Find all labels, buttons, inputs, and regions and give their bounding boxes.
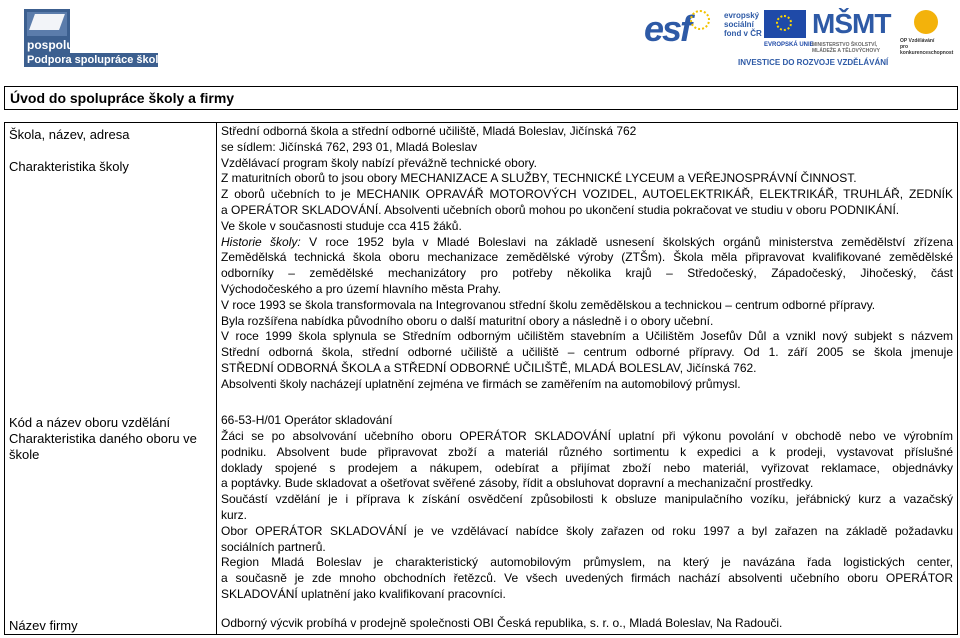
- field-line: a současně je zde mnoho obchodních řetězců. Ve všech uvedených firmách nachází absolventi učebního oboru OPERÁTOR: [221, 571, 953, 586]
- char-line: V roce 1999 škola splynula se Středním odborným učilištěm stavebním a Učilištěm Josefův Důl a vznikl nový subjekt s názvem: [221, 329, 953, 344]
- school-name: Střední odborná škola a střední odborné učiliště, Mladá Boleslav, Jičínská 762: [221, 124, 637, 138]
- char-line: Zemědělská technická škola oboru mechanizace zemědělské výroby (ZTŠm). Škola měla připravovat kvalifikované zemědělské: [221, 250, 953, 265]
- school-address: se sídlem: Jičínská 762, 293 01, Mladá Boleslav: [221, 139, 478, 154]
- header-logos: [0, 0, 960, 74]
- op-vk-logo: OP Vzdělávání pro konkurenceschopnost: [900, 10, 956, 54]
- char-line: a OPERÁTOR SKLADOVÁNÍ. Absolventi učebních oborů mohou po ukončení studia pokračovat ve studiu v oboru PODNIKÁNÍ.: [221, 202, 900, 217]
- company-value: Odborný výcvik probíhá v prodejně společnosti OBI Česká republika, s. r. o., Mladá Boleslav, Na Radouči.: [221, 616, 783, 630]
- char-line: Absolventi školy nacházejí uplatnění zejména ve firmách se zaměřením na automobilový průmysl.: [221, 376, 741, 391]
- label-column: [5, 122, 217, 635]
- history-line: Historie školy: V roce 1952 byla v Mladé Boleslavi na základě usnesení školských orgánů ministerstva zemědělství zřízena: [221, 234, 953, 249]
- label-school: Škola, název, adresa: [9, 127, 130, 142]
- field-line: SKLADOVÁNÍ uplatnění jako kvalifikovaní pracovníci.: [221, 586, 506, 601]
- label-code: Kód a název oboru vzdělání: [9, 415, 171, 430]
- eu-flag-icon: [764, 10, 806, 38]
- char-line: Střední odborná škola, střední odborné učiliště a učiliště – centrum odborné přípravy. Od 1. září 2005 se škola jmenuje: [221, 345, 953, 360]
- field-line: Žáci se po absolvování učebního oboru OPERÁTOR SKLADOVÁNÍ uplatní při výkonu povolání v obchodě nebo ve výrobním: [221, 429, 953, 443]
- label-field-characteristics: Charakteristika daného oboru ve škole: [9, 431, 197, 462]
- title-box: [4, 86, 958, 110]
- label-company: Název firmy: [9, 618, 78, 633]
- esf-logo: esf: [644, 8, 724, 56]
- char-line: V roce 1993 se škola transformovala na Integrovanou střední školu zemědělskou a technickou – centrum odborné přípravy.: [221, 297, 876, 312]
- field-line: doklady spojené s prodejem a nákupem, odebírat a přijímat zboží nebo materiál, vyřizovat reklamace, objednávky: [221, 460, 953, 475]
- document-title: Úvod do spolupráce školy a firmy: [10, 90, 235, 106]
- char-line: Z maturitních oborů to jsou obory MECHANIZACE A SLUŽBY, TECHNICKÉ LYCEUM a VEŘEJNOSPRÁVNÍ ČINNOST.: [221, 171, 857, 186]
- esf-caption: evropský sociální fond v ČR: [724, 11, 762, 38]
- document-table: [4, 86, 958, 636]
- field-line: sociálních partnerů.: [221, 539, 326, 554]
- code-value: 66-53-H/01 Operátor skladování: [221, 413, 393, 427]
- characteristics-text: [221, 124, 953, 393]
- field-line: Region Mladá Boleslav je charakteristický automobilovým průmyslem, na který je navázána řada logistických center,: [221, 555, 953, 570]
- pospolu-logo: [24, 9, 198, 66]
- char-line: Vzdělávací program školy nabízí převážně technické obory.: [221, 155, 537, 170]
- char-line: odborníky – zemědělské mechanizátory pro potřeby několika krajů – Středočeský, Západočeský, Jihočeský, část: [221, 266, 953, 281]
- field-line: a poptávky. Bude skladovat a ošetřovat svěřené zásoby, řídit a obsluhovat dopravní a mechanizační prostředky.: [221, 476, 814, 491]
- char-line: Východočeského a pro území hlavního města Prahy.: [221, 281, 501, 296]
- field-characteristics-text: [221, 429, 953, 603]
- char-line: STŘEDNÍ ODBORNÁ ŠKOLA a STŘEDNÍ ODBORNÉ UČILIŠTĚ, MLADÁ BOLESLAV, Jičínská 762.: [221, 360, 757, 375]
- char-line: Byla rozšířena nabídka původního oboru o další maturitní obory a následně i o obory učební.: [221, 313, 714, 328]
- pospolu-name: pospolu: [27, 38, 74, 52]
- field-line: podniku. Absolvent bude připravovat zboží a materiál různého sortimentu k expedici a k prodeji, vystavovat příslušné: [221, 444, 953, 459]
- eu-stars-icon: [690, 10, 710, 30]
- company-row: [221, 616, 953, 632]
- pospolu-subtitle: Podpora spolupráce škol a firem: [27, 54, 198, 66]
- code-row: [221, 413, 953, 429]
- field-line: Obor OPERÁTOR SKLADOVÁNÍ je ve vzdělávací nabídce školy zařazen od roku 1997 a byl zařazen na základě požadavku: [221, 523, 953, 538]
- eu-caption: EVROPSKÁ UNIE: [764, 42, 814, 48]
- field-line: kurz.: [221, 507, 248, 522]
- char-line: Ve škole v současnosti studuje cca 415 žáků.: [221, 218, 462, 233]
- investice-slogan: INVESTICE DO ROZVOJE VZDĚLÁVÁNÍ: [738, 58, 889, 67]
- history-label: Historie školy:: [221, 234, 301, 249]
- content-grid: [4, 122, 958, 635]
- char-line: Z oborů učebních to je MECHANIK OPRAVÁŘ MOTOROVÝCH VOZIDEL, AUTOELEKTRIKÁŘ, ELEKTRIKÁŘ, TRUHLÁŘ, ZEDNÍK: [221, 187, 953, 202]
- label-characteristics: Charakteristika školy: [9, 159, 129, 174]
- field-line: Součástí vzdělání je i příprava k získání osvědčení způsobilosti k obsluze manipulačního vozíku, jeřábnický kurz a vazačský: [221, 492, 953, 507]
- msmt-logo: MŠMT MINISTERSTVO ŠKOLSTVÍ, MLÁDEŽE A TĚLOVÝCHOVY: [812, 8, 891, 54]
- op-circle-icon: [914, 10, 938, 34]
